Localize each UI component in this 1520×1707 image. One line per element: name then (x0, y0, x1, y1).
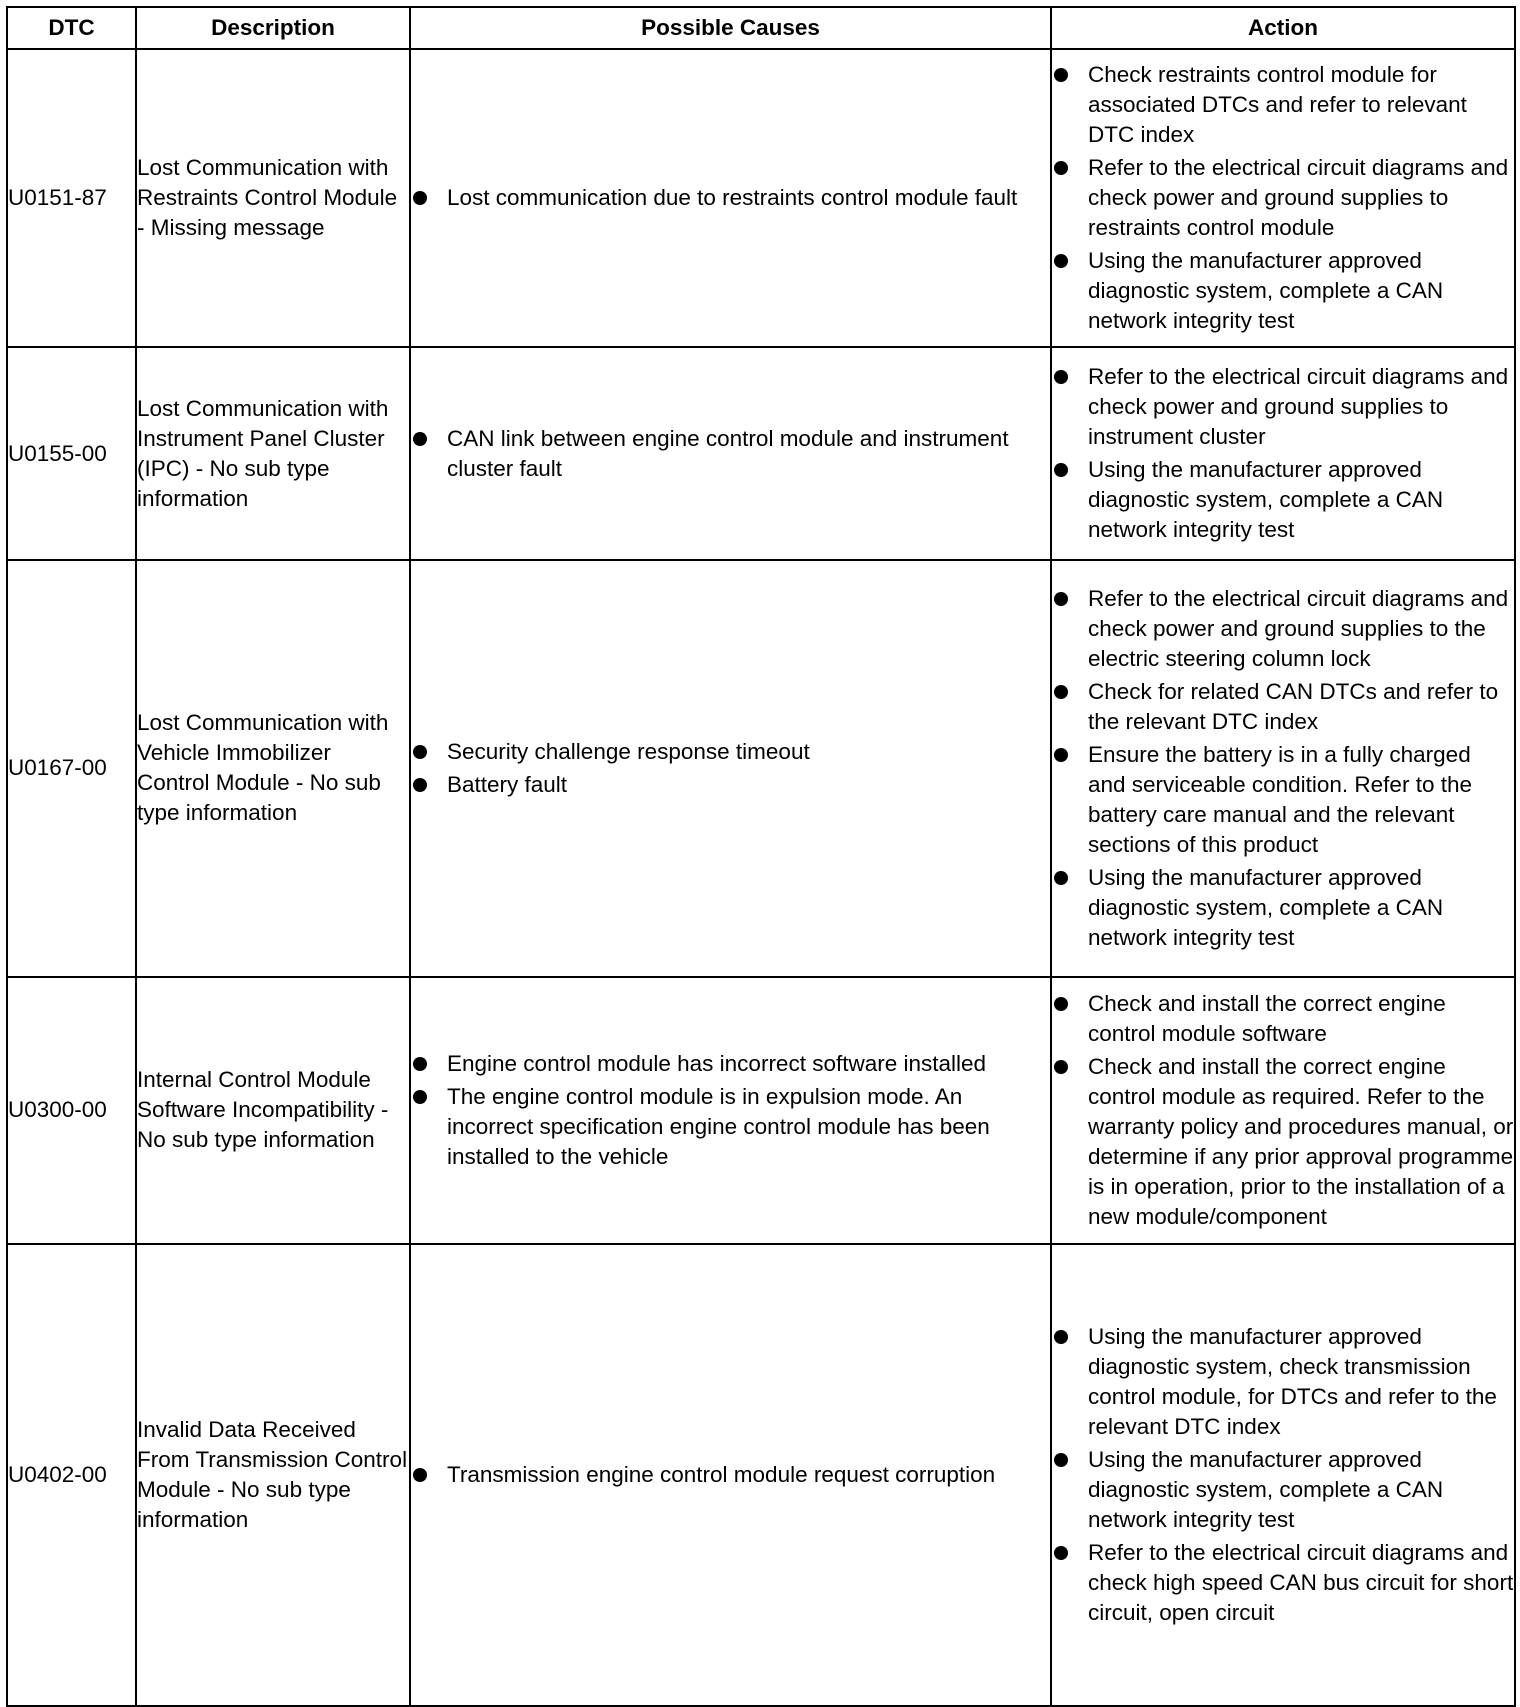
cause-text: Security challenge response timeout (447, 738, 810, 764)
header-possible-causes: Possible Causes (410, 7, 1051, 49)
bullet-icon (413, 1057, 427, 1071)
action-text: Using the manufacturer approved diagnostic system, complete a CAN network integrity test (1088, 248, 1444, 334)
bullet-icon (1054, 463, 1068, 477)
cause-text: Lost communication due to restraints control module fault (447, 185, 1018, 211)
action-item (1052, 863, 1514, 953)
actions (1051, 560, 1515, 977)
action-item (1052, 740, 1514, 860)
action-text: Check restraints control module for associated DTCs and refer to relevant DTC index (1088, 62, 1467, 148)
bullet-icon (1054, 592, 1068, 606)
action-text: Ensure the battery is in a fully charged and serviceable condition. Refer to the battery care manual and the relevant sections of this product (1088, 741, 1472, 857)
action-item (1052, 1052, 1514, 1232)
action-text: Refer to the electrical circuit diagrams and check high speed CAN bus circuit for short circuit, open circuit (1088, 1540, 1514, 1626)
bullet-icon (1054, 1330, 1068, 1344)
actions-list (1052, 1322, 1514, 1628)
action-item (1052, 60, 1514, 150)
cause-item (411, 183, 1050, 213)
actions-list (1052, 60, 1514, 336)
action-text: Check for related CAN DTCs and refer to the relevant DTC index (1088, 678, 1499, 734)
bullet-icon (1054, 161, 1068, 175)
action-text: Refer to the electrical circuit diagrams and check power and ground supplies to the electric steering column lock (1088, 585, 1509, 671)
cause-text: Battery fault (447, 771, 568, 797)
bullet-icon (413, 745, 427, 759)
actions-list (1052, 584, 1514, 953)
dtc-description: Lost Communication with Instrument Panel Cluster (IPC) - No sub type information (136, 347, 410, 559)
action-item (1052, 153, 1514, 243)
dtc-table (6, 6, 1516, 1707)
cause-item (411, 1082, 1050, 1172)
bullet-icon (1054, 68, 1068, 82)
table-row (7, 1244, 1515, 1706)
actions-list (1052, 362, 1514, 545)
cause-text: The engine control module is in expulsion mode. An incorrect specification engine control module has been installed to the vehicle (447, 1083, 990, 1169)
dtc-description: Lost Communication with Restraints Control Module - Missing message (136, 49, 410, 347)
dtc-code: U0167-00 (7, 560, 136, 977)
bullet-icon (1054, 871, 1068, 885)
bullet-icon (1054, 1453, 1068, 1467)
action-item (1052, 584, 1514, 674)
bullet-icon (1054, 1060, 1068, 1074)
table-row (7, 560, 1515, 977)
possible-causes (410, 347, 1051, 559)
action-item (1052, 1538, 1514, 1628)
dtc-code: U0155-00 (7, 347, 136, 559)
cause-item (411, 1460, 1050, 1490)
dtc-code: U0151-87 (7, 49, 136, 347)
cause-text: Transmission engine control module request corruption (447, 1462, 996, 1488)
cause-item (411, 1049, 1050, 1079)
cause-item (411, 770, 1050, 800)
possible-causes (410, 977, 1051, 1245)
cause-item (411, 737, 1050, 767)
cause-item (411, 424, 1050, 484)
action-item (1052, 1322, 1514, 1442)
action-text: Using the manufacturer approved diagnostic system, complete a CAN network integrity test (1088, 457, 1444, 543)
cause-text: CAN link between engine control module and instrument cluster fault (447, 425, 1009, 481)
dtc-description: Invalid Data Received From Transmission Control Module - No sub type information (136, 1244, 410, 1706)
causes-list (411, 1460, 1050, 1490)
action-item (1052, 455, 1514, 545)
action-text: Using the manufacturer approved diagnostic system, check transmission control module, for DTCs and refer to the relevant DTC index (1088, 1324, 1497, 1440)
action-text: Check and install the correct engine control module software (1088, 990, 1446, 1046)
header-dtc: DTC (7, 7, 136, 49)
actions (1051, 977, 1515, 1245)
action-item (1052, 677, 1514, 737)
actions (1051, 49, 1515, 347)
action-text: Using the manufacturer approved diagnostic system, complete a CAN network integrity test (1088, 1447, 1444, 1533)
actions (1051, 1244, 1515, 1706)
table-row (7, 977, 1515, 1245)
dtc-code: U0402-00 (7, 1244, 136, 1706)
actions (1051, 347, 1515, 559)
action-item (1052, 989, 1514, 1049)
possible-causes (410, 1244, 1051, 1706)
possible-causes (410, 49, 1051, 347)
bullet-icon (413, 1090, 427, 1104)
bullet-icon (413, 432, 427, 446)
bullet-icon (1054, 748, 1068, 762)
action-text: Check and install the correct engine control module as required. Refer to the warranty policy and procedures manual, or determine if any prior approval programme is in operation, prior to the installation of a new module/component (1088, 1053, 1514, 1229)
causes-list (411, 183, 1050, 213)
action-text: Refer to the electrical circuit diagrams and check power and ground supplies to restraints control module (1088, 155, 1509, 241)
header-row (7, 7, 1515, 49)
dtc-description: Lost Communication with Vehicle Immobilizer Control Module - No sub type information (136, 560, 410, 977)
dtc-description: Internal Control Module Software Incompatibility - No sub type information (136, 977, 410, 1245)
action-item (1052, 362, 1514, 452)
table-row (7, 347, 1515, 559)
causes-list (411, 737, 1050, 800)
action-text: Refer to the electrical circuit diagrams and check power and ground supplies to instrument cluster (1088, 364, 1509, 450)
bullet-icon (413, 778, 427, 792)
bullet-icon (413, 191, 427, 205)
header-description: Description (136, 7, 410, 49)
table-row (7, 49, 1515, 347)
dtc-code: U0300-00 (7, 977, 136, 1245)
cause-text: Engine control module has incorrect software installed (447, 1050, 987, 1076)
action-item (1052, 246, 1514, 336)
action-text: Using the manufacturer approved diagnostic system, complete a CAN network integrity test (1088, 864, 1444, 950)
bullet-icon (413, 1468, 427, 1482)
actions-list (1052, 989, 1514, 1232)
causes-list (411, 1049, 1050, 1172)
bullet-icon (1054, 254, 1068, 268)
possible-causes (410, 560, 1051, 977)
bullet-icon (1054, 685, 1068, 699)
bullet-icon (1054, 997, 1068, 1011)
causes-list (411, 424, 1050, 484)
action-item (1052, 1445, 1514, 1535)
bullet-icon (1054, 370, 1068, 384)
header-action: Action (1051, 7, 1515, 49)
bullet-icon (1054, 1546, 1068, 1560)
